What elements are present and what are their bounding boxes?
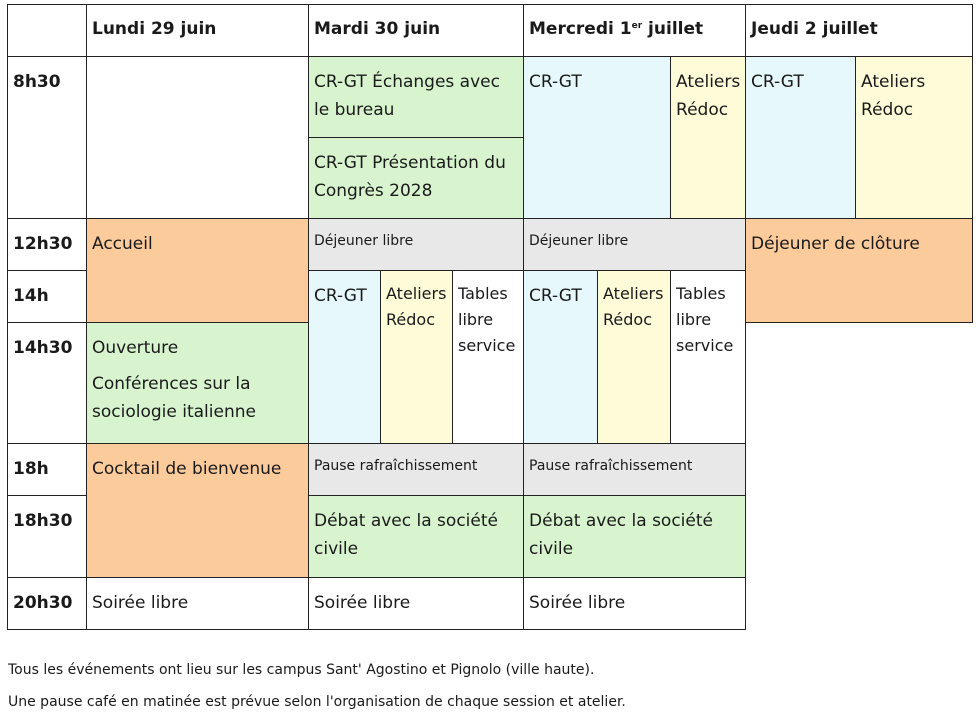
day-header-thursday: Jeudi 2 juillet: [746, 5, 973, 57]
footnote-coffee-break: Une pause café en matinée est prévue selon l'organisation de chaque session et atelier.: [8, 694, 626, 710]
event-thu-dejeuner-cloture: Déjeuner de clôture: [746, 219, 973, 323]
time-slot: 18h30: [8, 496, 87, 578]
event-wed-pm-tables: Tables libre service: [671, 271, 746, 444]
event-mon-ouverture: Ouverture: [92, 338, 179, 358]
header-row: [8, 5, 973, 57]
time-slot: 14h: [8, 271, 87, 323]
day-header-tuesday: Mardi 30 juin: [309, 5, 524, 57]
thursday-afternoon-empty: [746, 323, 973, 630]
time-slot: 8h30: [8, 57, 87, 219]
schedule-table: [7, 4, 973, 630]
event-thu-ateliers-redoc: Ateliers Rédoc: [856, 57, 973, 219]
event-mon-ouverture-block: [87, 323, 309, 444]
event-wed-dejeuner-libre: Déjeuner libre: [524, 219, 746, 271]
event-tue-pm-tables: Tables libre service: [453, 271, 524, 444]
event-mon-conferences: Conférences sur la sociologie italienne: [92, 374, 256, 422]
event-mon-soiree: Soirée libre: [87, 578, 309, 630]
event-mon-cocktail: Cocktail de bienvenue: [87, 444, 309, 578]
time-slot: 20h30: [8, 578, 87, 630]
event-tue-cr-gt-echanges: CR-GT Échanges avec le bureau: [309, 57, 524, 138]
event-wed-pm-ateliers-redoc: Ateliers Rédoc: [598, 271, 671, 444]
event-wed-ateliers-redoc: Ateliers Rédoc: [671, 57, 746, 219]
day-header-wednesday-sup: er: [631, 21, 643, 31]
table-row: [8, 219, 973, 271]
corner-cell: [8, 5, 87, 57]
event-wed-soiree: Soirée libre: [524, 578, 746, 630]
event-tue-pm-ateliers-redoc: Ateliers Rédoc: [381, 271, 453, 444]
event-tue-pause: Pause rafraîchissement: [309, 444, 524, 496]
event-wed-pause: Pause rafraîchissement: [524, 444, 746, 496]
event-thu-cr-gt: CR-GT: [746, 57, 856, 219]
footnotes: [8, 654, 626, 718]
event-tue-dejeuner-libre: Déjeuner libre: [309, 219, 524, 271]
event-wed-cr-gt: CR-GT: [524, 57, 671, 219]
day-header-wednesday: [524, 5, 746, 57]
event-tue-soiree: Soirée libre: [309, 578, 524, 630]
time-slot: 14h30: [8, 323, 87, 444]
event-tue-pm-cr-gt: CR-GT: [309, 271, 381, 444]
footnote-location: Tous les événements ont lieu sur les campus Sant' Agostino et Pignolo (ville haute).: [8, 662, 595, 678]
event-mon-accueil: Accueil: [87, 219, 309, 323]
monday-morning-empty: [87, 57, 309, 219]
day-header-wednesday-main: Mercredi 1: [529, 19, 632, 39]
time-slot: 12h30: [8, 219, 87, 271]
event-wed-pm-cr-gt: CR-GT: [524, 271, 598, 444]
day-header-monday: Lundi 29 juin: [87, 5, 309, 57]
time-slot: 18h: [8, 444, 87, 496]
event-tue-debat: Débat avec la société civile: [309, 496, 524, 578]
event-wed-debat: Débat avec la société civile: [524, 496, 746, 578]
table-row: [8, 57, 973, 138]
event-tue-cr-gt-presentation: CR-GT Présentation du Congrès 2028: [309, 138, 524, 219]
day-header-wednesday-rest: juillet: [642, 19, 704, 39]
